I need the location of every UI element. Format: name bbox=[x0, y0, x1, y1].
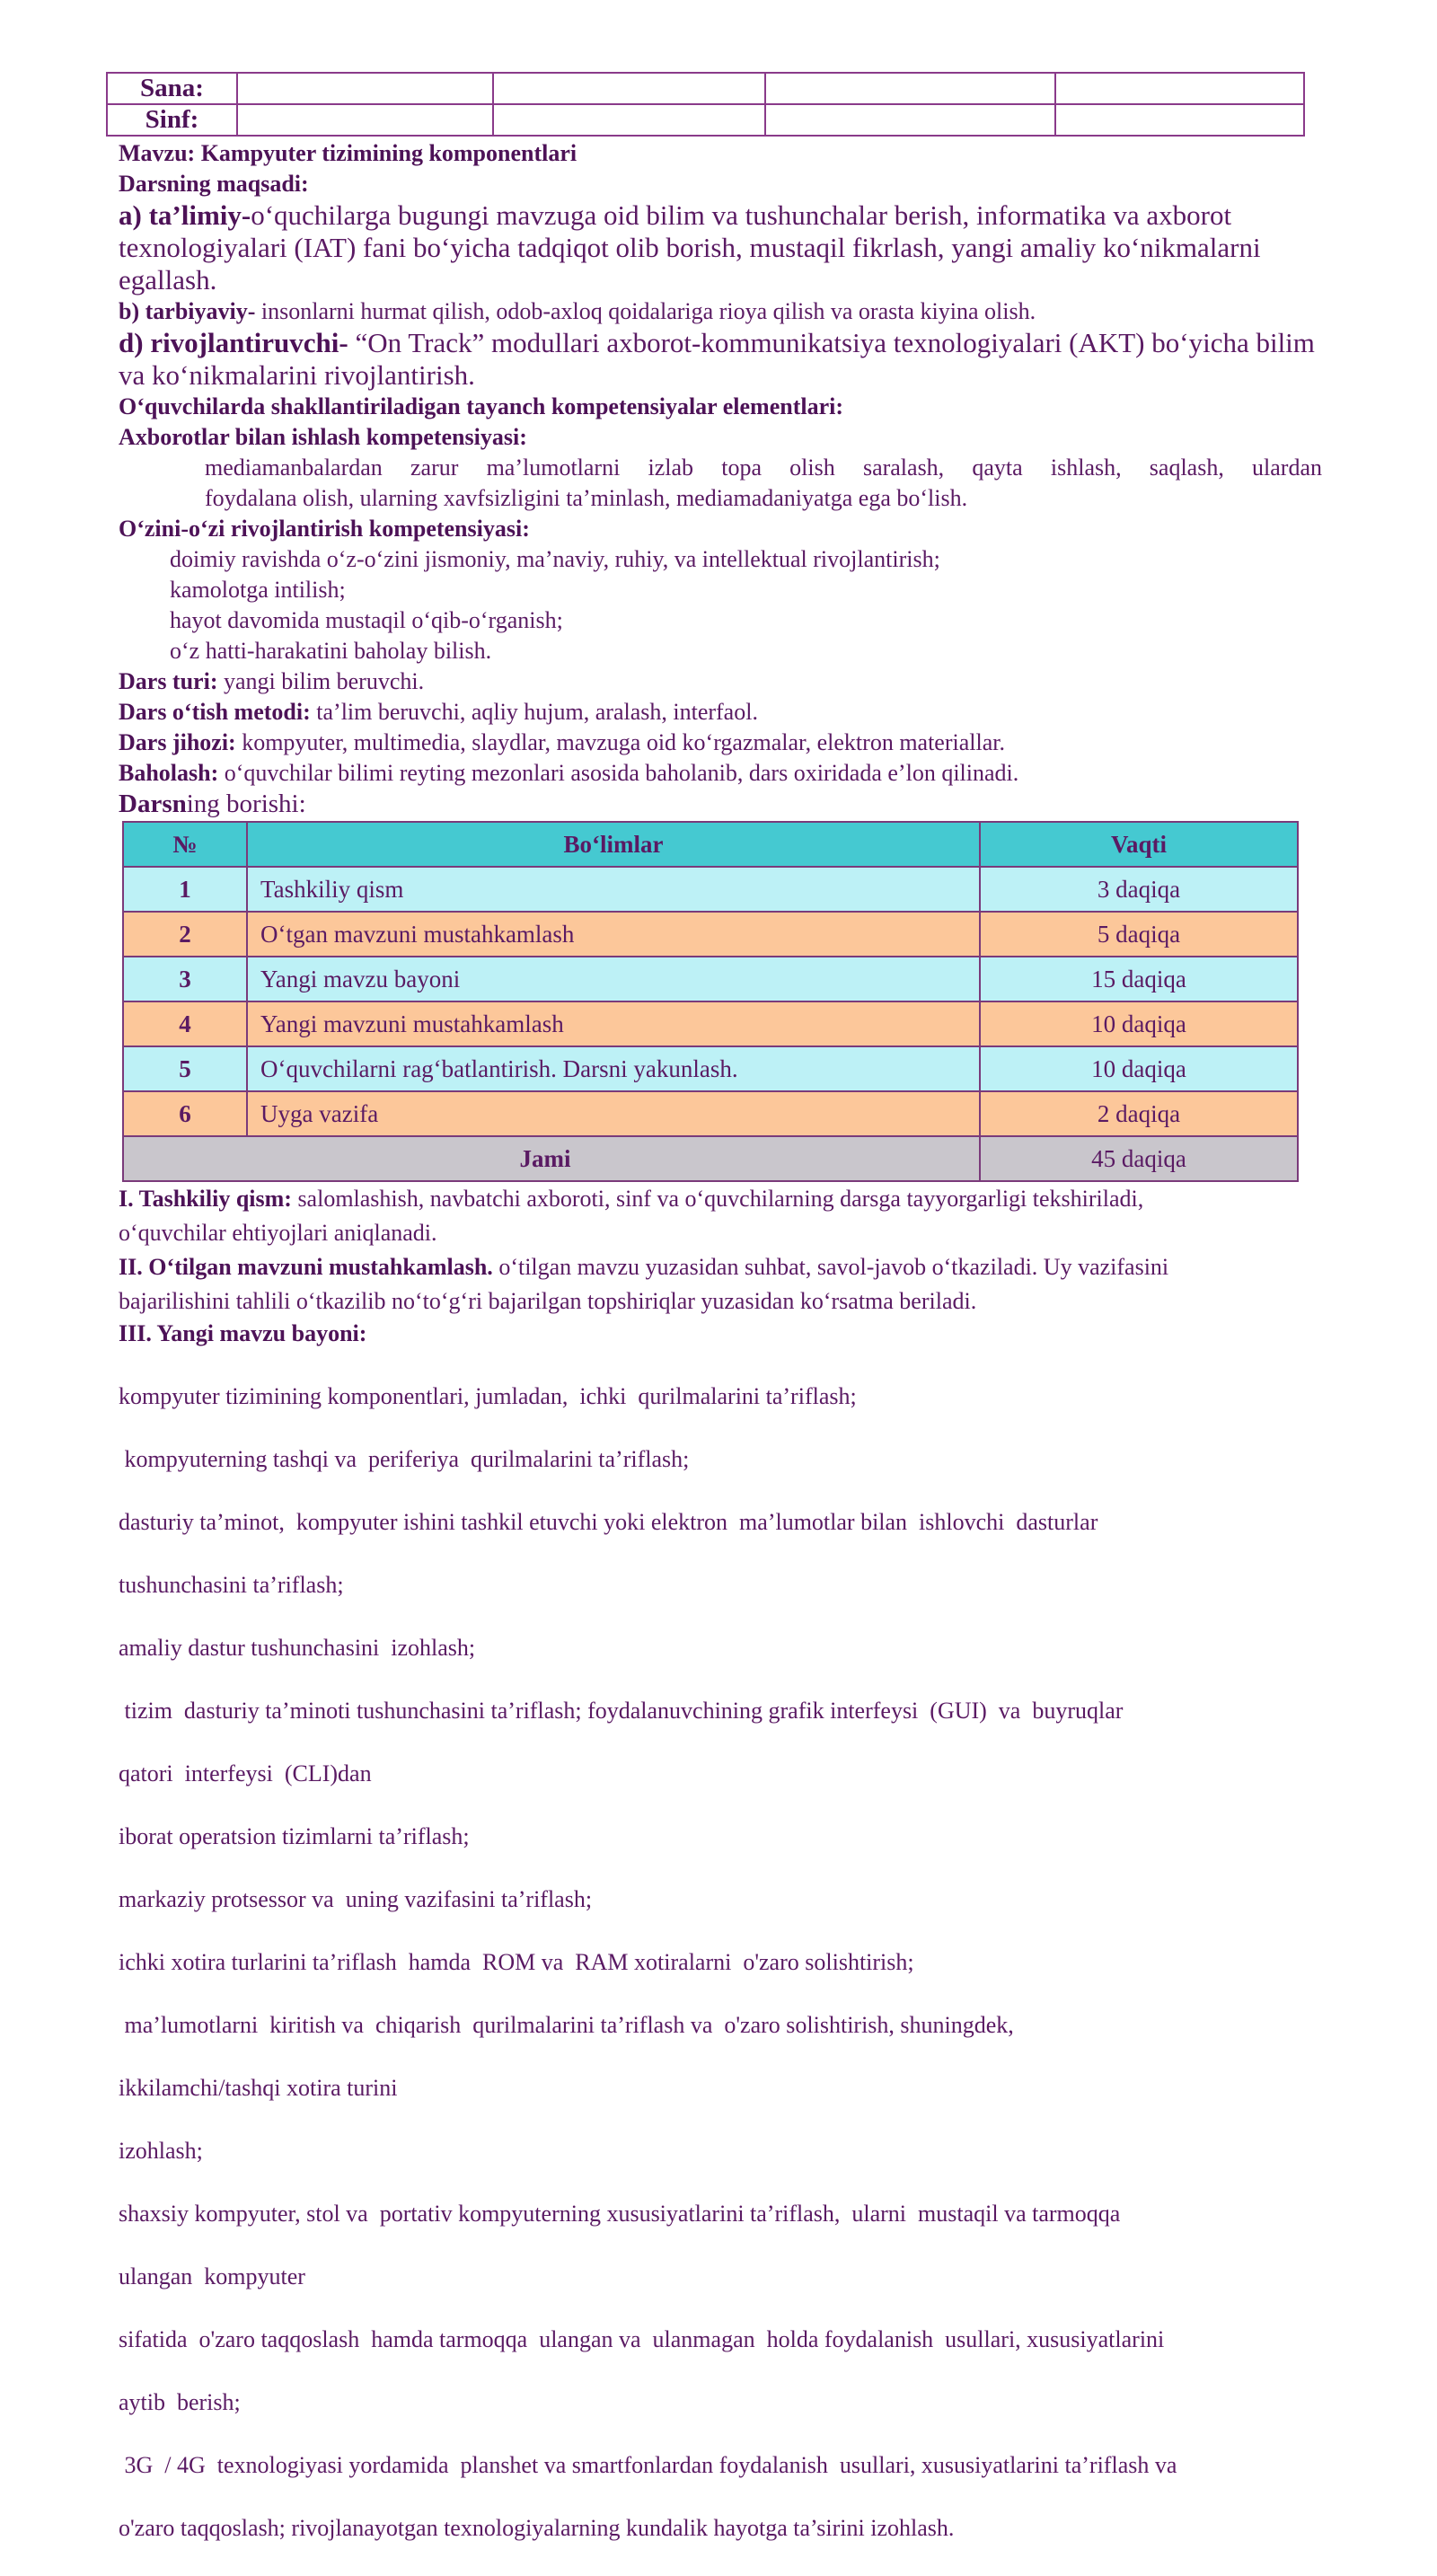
self-competence-title: O‘zini-o‘zi rivojlantirish kompetensiyasi: bbox=[119, 516, 530, 542]
part3-line: aytib berish; bbox=[119, 2389, 241, 2415]
goal-a bbox=[119, 199, 1322, 296]
plan-row-number: 4 bbox=[123, 1001, 247, 1046]
lesson-course-bold: Darsn bbox=[119, 790, 187, 818]
plan-row-section: O‘quvchilarni rag‘batlantirish. Darsni yakunlash. bbox=[247, 1046, 980, 1091]
plan-row-time: 3 daqiqa bbox=[980, 867, 1298, 912]
part2-line: bajarilishini tahlili o‘tkazilib no‘to‘g‘ri bajarilgan topshiriqlar yuzasidan ko‘rsatma beriladi. bbox=[119, 1288, 977, 1314]
self-competence-item: kamolotga intilish; bbox=[170, 577, 346, 603]
plan-row-time: 10 daqiqa bbox=[980, 1001, 1298, 1046]
class-cell bbox=[1055, 104, 1304, 136]
goal-a-text: o‘quchilarga bugungi mavzuga oid bilim va tushunchalar berish, informatika va axborot texnologiyalari (IAT) fani bo‘yicha tadqiqot olib borish, mustaqil fikrlash, yangi amaliy ko‘nikmalarni egallash. bbox=[119, 199, 1261, 296]
part3-line: ma’lumotlarni kiritish va chiqarish qurilmalarini ta’riflash va o'zaro solishtirish, shuningdek, bbox=[119, 2012, 1014, 2038]
info-competence-line: mediamanbalardan zarur ma’lumotlarni izlab topa olish saralash, qayta ishlash, saqlash, ulardan bbox=[205, 454, 1322, 481]
info-competence-line: foydalana olish, ularning xavfsizligini ta’minlash, mediamadaniyatga ega bo‘lish. bbox=[205, 485, 968, 511]
date-class-table bbox=[106, 72, 1305, 137]
plan-row bbox=[123, 957, 1298, 1001]
plan-header-time: Vaqti bbox=[980, 822, 1298, 867]
part3-list bbox=[119, 1349, 1322, 2576]
date-cell bbox=[1055, 73, 1304, 104]
plan-row-section: Uyga vazifa bbox=[247, 1091, 980, 1136]
plan-row-time: 10 daqiqa bbox=[980, 1046, 1298, 1091]
plan-row-number: 3 bbox=[123, 957, 247, 1001]
goal-a-label: a) ta’limiy- bbox=[119, 199, 251, 231]
plan-row-section: O‘tgan mavzuni mustahkamlash bbox=[247, 912, 980, 957]
goal-d-label: d) rivojlantiruvchi- bbox=[119, 327, 348, 358]
part3-line: izohlash; bbox=[119, 2138, 203, 2164]
lesson-type bbox=[119, 666, 1322, 697]
part2-line bbox=[119, 1250, 1322, 1284]
self-competence-item: doimiy ravishda o‘z-o‘zini jismoniy, ma’naviy, ruhiy, va intellektual rivojlantirish; bbox=[170, 546, 940, 572]
part3-line: tizim dasturiy ta’minoti tushunchasini ta’riflash; foydalanuvchining grafik interfeysi (GUI) va buyruqlar bbox=[119, 1698, 1124, 1724]
teaching-method bbox=[119, 697, 1322, 728]
equipment bbox=[119, 728, 1322, 758]
part3-line: shaxsiy kompyuter, stol va portativ kompyuterning xususiyatlarini ta’riflash, ularni mustaqil va tarmoqqa bbox=[119, 2201, 1121, 2227]
part3-line: kompyuterning tashqi va periferiya qurilmalarini ta’riflash; bbox=[119, 1446, 690, 1472]
plan-row bbox=[123, 1001, 1298, 1046]
goal-b bbox=[119, 296, 1322, 327]
part3-line: sifatida o'zaro taqqoslash hamda tarmoqqa ulangan va ulanmagan holda foydalanish usullari, xususiyatlarini bbox=[119, 2326, 1165, 2352]
part3-line: amaliy dastur tushunchasini izohlash; bbox=[119, 1635, 476, 1661]
part3-line: ulangan kompyuter bbox=[119, 2263, 305, 2289]
part2-text: o‘tilgan mavzu yuzasidan suhbat, savol-javob o‘tkaziladi. Uy vazifasini bbox=[492, 1254, 1169, 1280]
part3-line: kompyuter tizimining komponentlari, jumladan, ichki qurilmalarini ta’riflash; bbox=[119, 1383, 857, 1409]
plan-row-number: 5 bbox=[123, 1046, 247, 1091]
plan-row-section: Tashkiliy qism bbox=[247, 867, 980, 912]
class-cell bbox=[493, 104, 765, 136]
plan-row-time: 15 daqiqa bbox=[980, 957, 1298, 1001]
part1-line bbox=[119, 1182, 1322, 1216]
method-label: Dars o‘tish metodi: bbox=[119, 699, 311, 725]
part3-label: III. Yangi mavzu bayoni: bbox=[119, 1320, 367, 1346]
lesson-type-label: Dars turi: bbox=[119, 668, 218, 694]
plan-total-row bbox=[123, 1136, 1298, 1181]
part3-line: ikkilamchi/tashqi xotira turini bbox=[119, 2075, 398, 2101]
plan-total-time: 45 daqiqa bbox=[980, 1136, 1298, 1181]
class-cell bbox=[237, 104, 493, 136]
part3-line: ichki xotira turlarini ta’riflash hamda ROM va RAM xotiralarni o'zaro solishtirish; bbox=[119, 1949, 914, 1975]
part1-text: salomlashish, navbatchi axboroti, sinf va o‘quvchilarning darsga tayyorgarligi tekshiriladi, bbox=[291, 1186, 1144, 1212]
plan-row-number: 2 bbox=[123, 912, 247, 957]
class-label: Sinf: bbox=[107, 104, 237, 136]
info-competence-title: Axborotlar bilan ishlash kompetensiyasi: bbox=[119, 424, 527, 450]
assessment bbox=[119, 758, 1322, 789]
plan-row-section: Yangi mavzu bayoni bbox=[247, 957, 980, 1001]
part2-label: II. O‘tilgan mavzuni mustahkamlash. bbox=[119, 1254, 493, 1280]
plan-row-number: 1 bbox=[123, 867, 247, 912]
plan-row bbox=[123, 867, 1298, 912]
part3-line: dasturiy ta’minot, kompyuter ishini tashkil etuvchi yoki elektron ma’lumotlar bilan ishlovchi dasturlar bbox=[119, 1509, 1098, 1535]
plan-row-section: Yangi mavzuni mustahkamlash bbox=[247, 1001, 980, 1046]
goal-d-text: “On Track” modullari axborot-kommunikatsiya texnologiyalari (AKT) bo‘yicha bilim va ko‘nikmalarini rivojlantirish. bbox=[119, 327, 1315, 391]
date-cell bbox=[493, 73, 765, 104]
part1-label: I. Tashkiliy qism: bbox=[119, 1186, 292, 1212]
plan-row-time: 2 daqiqa bbox=[980, 1091, 1298, 1136]
plan-header-number: № bbox=[123, 822, 247, 867]
plan-header-section: Bo‘limlar bbox=[247, 822, 980, 867]
self-competence-item: o‘z hatti-harakatini baholay bilish. bbox=[170, 638, 492, 664]
lesson-course-title bbox=[119, 789, 1322, 819]
date-label: Sana: bbox=[107, 73, 237, 104]
part3-line: o'zaro taqqoslash; rivojlanayotgan texnologiyalarning kundalik hayotga ta’sirini izohlash. bbox=[119, 2515, 955, 2541]
goal-b-text: insonlarni hurmat qilish, odob-axloq qoidalariga rioya qilish va orasta kiyina olish. bbox=[255, 298, 1036, 324]
plan-row-number: 6 bbox=[123, 1091, 247, 1136]
date-cell bbox=[237, 73, 493, 104]
plan-total-label: Jami bbox=[123, 1136, 980, 1181]
goal-d bbox=[119, 327, 1322, 392]
part3-line: 3G / 4G texnologiyasi yordamida planshet va smartfonlardan foydalanish usullari, xususiyatlarini ta’riflash va bbox=[119, 2452, 1177, 2478]
topic-title: Mavzu: Kampyuter tizimining komponentlari bbox=[119, 140, 577, 166]
assessment-value: o‘quvchilar bilimi reyting mezonlari asosida baholanib, dars oxiridada e’lon qilinadi. bbox=[218, 760, 1019, 786]
plan-header-row bbox=[123, 822, 1298, 867]
part3-line: qatori interfeysi (CLI)dan bbox=[119, 1760, 372, 1786]
method-value: ta’lim beruvchi, aqliy hujum, aralash, interfaol. bbox=[310, 699, 758, 725]
equipment-value: kompyuter, multimedia, slaydlar, mavzuga oid ko‘rgazmalar, elektron materiallar. bbox=[235, 729, 1005, 755]
part3-line: tushunchasini ta’riflash; bbox=[119, 1572, 344, 1598]
lesson-course-rest: ing borishi: bbox=[186, 790, 306, 818]
plan-row-time: 5 daqiqa bbox=[980, 912, 1298, 957]
goal-b-label: b) tarbiyaviy- bbox=[119, 298, 256, 324]
lesson-plan-page bbox=[119, 72, 1322, 2576]
self-competence-item: hayot davomida mustaqil o‘qib-o‘rganish; bbox=[170, 607, 563, 633]
plan-row bbox=[123, 912, 1298, 957]
date-row bbox=[107, 73, 1304, 104]
part1-line: o‘quvchilar ehtiyojlari aniqlanadi. bbox=[119, 1220, 437, 1246]
class-row bbox=[107, 104, 1304, 136]
lesson-plan-table bbox=[122, 821, 1299, 1182]
class-cell bbox=[765, 104, 1055, 136]
goals-title: Darsning maqsadi: bbox=[119, 171, 309, 197]
date-cell bbox=[765, 73, 1055, 104]
plan-row bbox=[123, 1091, 1298, 1136]
part3-line: markaziy protsessor va uning vazifasini ta’riflash; bbox=[119, 1886, 593, 1912]
assessment-label: Baholash: bbox=[119, 760, 219, 786]
part3-line: iborat operatsion tizimlarni ta’riflash; bbox=[119, 1823, 470, 1849]
lesson-type-value: yangi bilim beruvchi. bbox=[217, 668, 425, 694]
plan-row bbox=[123, 1046, 1298, 1091]
equipment-label: Dars jihozi: bbox=[119, 729, 236, 755]
competences-title: O‘quvchilarda shakllantiriladigan tayanch kompetensiyalar elementlari: bbox=[119, 393, 844, 419]
